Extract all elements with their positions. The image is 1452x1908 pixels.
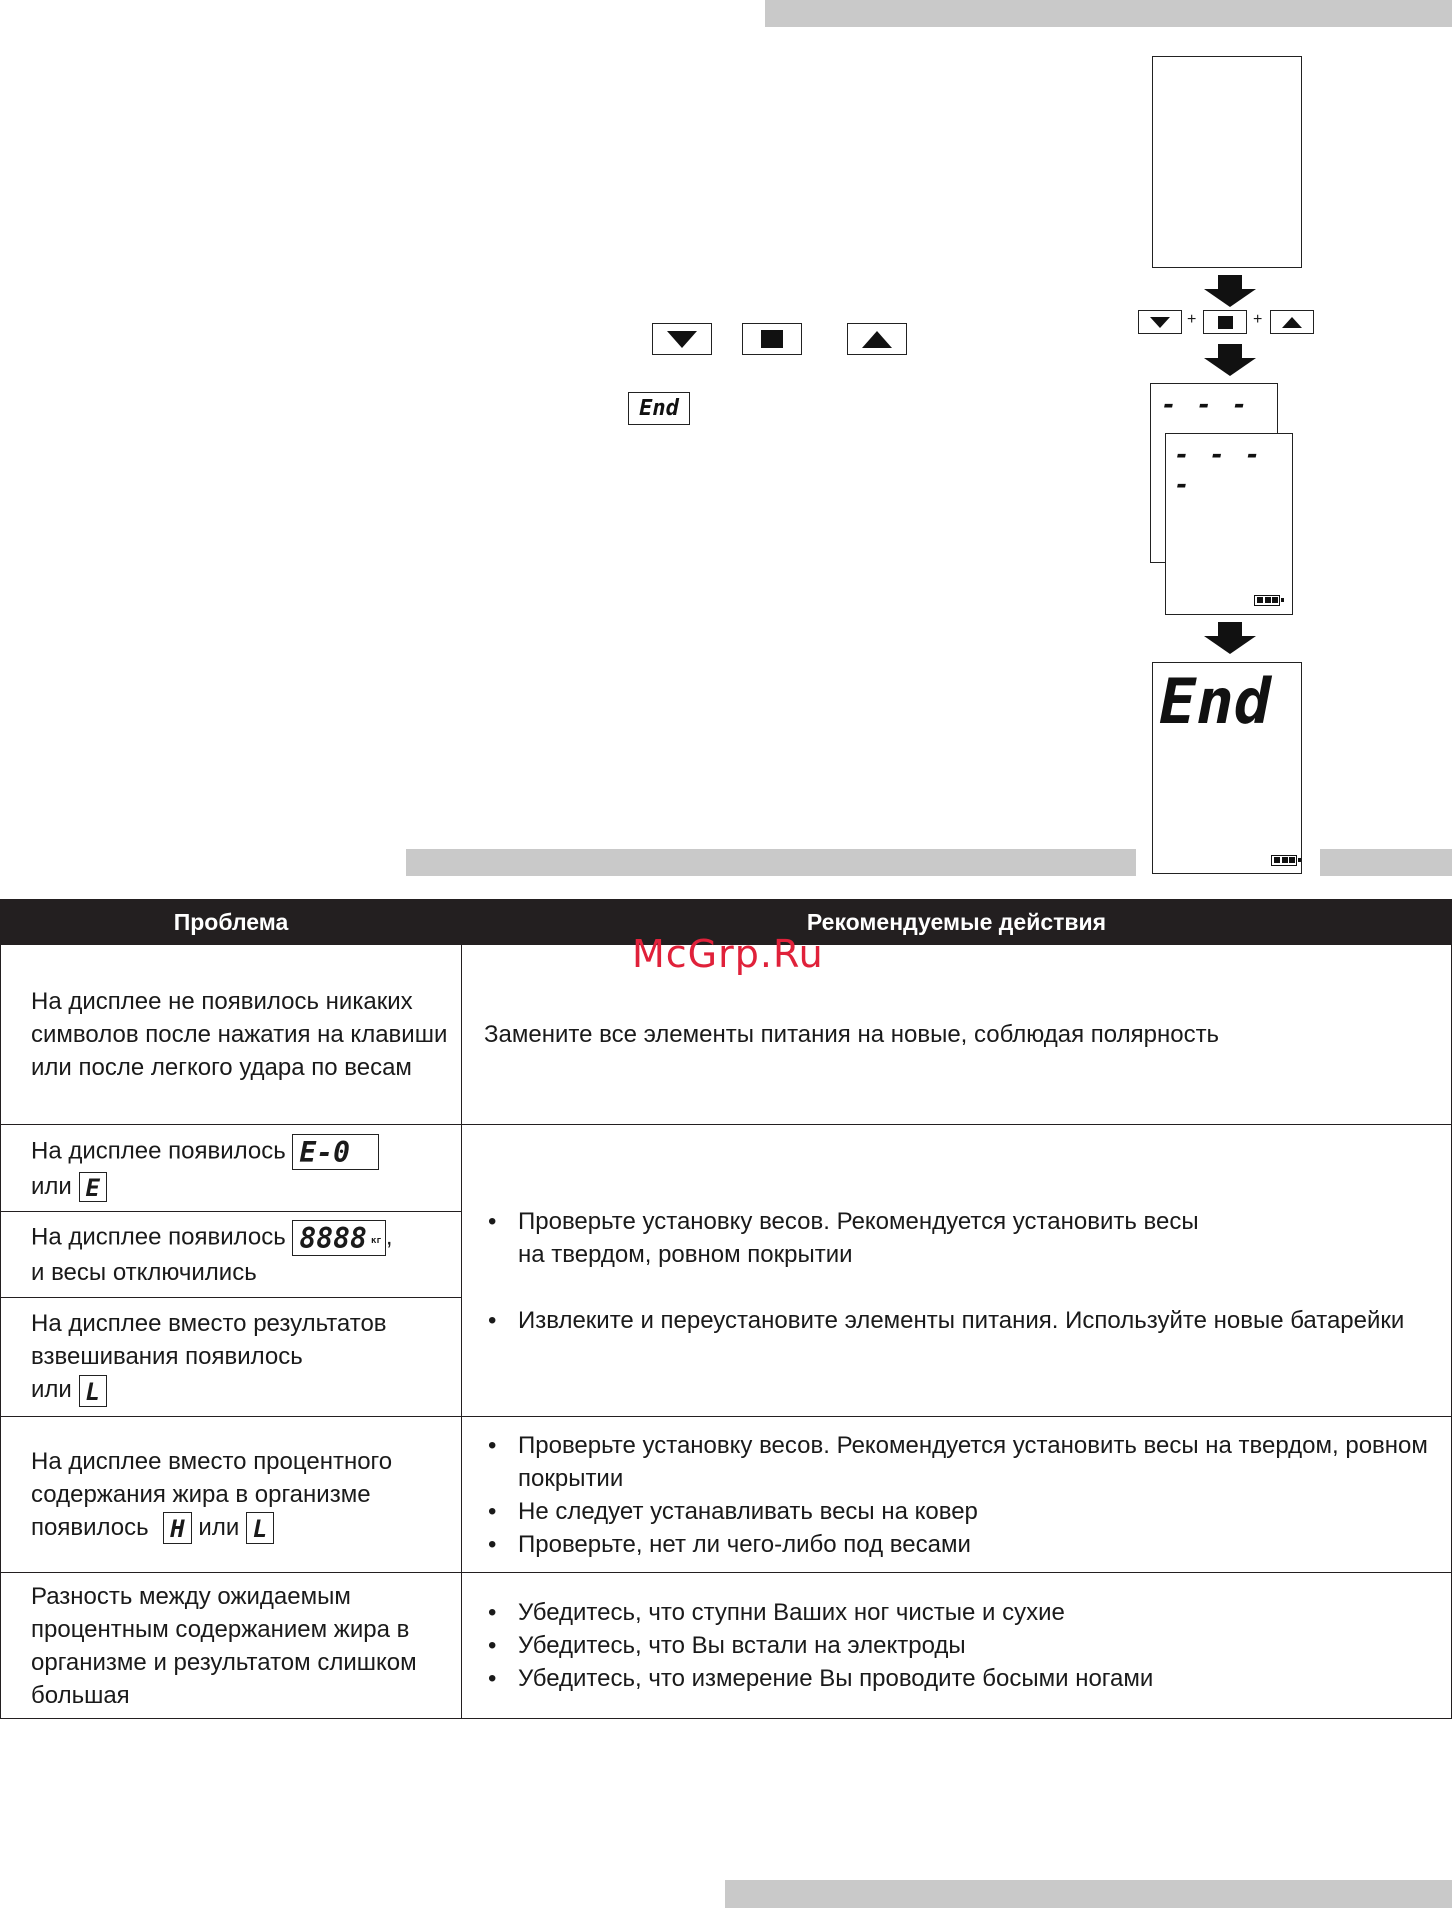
list-item: • Проверьте, нет ли чего-либо под весами <box>484 1528 1441 1561</box>
key-down-icon <box>652 323 712 355</box>
header-action: Рекомендуемые действия <box>462 900 1452 945</box>
end-display-illustration: End <box>1152 662 1302 874</box>
action-list <box>484 1205 1441 1337</box>
battery-icon <box>1254 595 1280 606</box>
troubleshooting-table <box>0 899 1452 1719</box>
dashes-display-back: - - - <box>1150 383 1278 563</box>
watermark: McGrp.Ru <box>632 932 824 976</box>
down-arrow-icon <box>1204 344 1256 378</box>
problem-cell: На дисплее появилось E-0 или E <box>1 1125 462 1212</box>
list-item: • Не следует устанавливать весы на ковер <box>484 1495 1441 1528</box>
key-up-icon <box>847 323 907 355</box>
small-key-down-icon <box>1138 310 1182 334</box>
table-row <box>1 1125 1452 1212</box>
list-item: • Убедитесь, что Вы встали на электроды <box>484 1629 1441 1662</box>
action-list <box>484 1429 1441 1561</box>
down-arrow-icon <box>1204 275 1256 309</box>
blank-display-illustration <box>1152 56 1302 268</box>
error-l-display: L <box>246 1512 274 1544</box>
overload-8888-display: 8888 кг <box>292 1220 385 1256</box>
small-key-up-icon <box>1270 310 1314 334</box>
small-key-set-icon <box>1203 310 1247 334</box>
footer-gray-bar <box>725 1880 1452 1908</box>
problem-cell: На дисплее вместо результатов взвешивания появилось или L <box>1 1298 462 1417</box>
problem-cell: На дисплее не появилось никаких символов после нажатия на клавиши или после легкого удара по весам <box>1 945 462 1125</box>
down-arrow-icon <box>1204 622 1256 656</box>
inline-end-display: End <box>628 392 690 425</box>
problem-cell: Разность между ожидаемым процентным содержанием жира в организме и результатом слишком большая <box>1 1573 462 1719</box>
list-item: • Проверьте установку весов. Рекомендуется установить весы на твердом, ровном покрытии <box>484 1205 1441 1271</box>
problem-cell: На дисплее вместо процентного содержания жира в организме появилось H или L <box>1 1417 462 1573</box>
action-list <box>484 1596 1441 1695</box>
header-gray-bar <box>765 0 1452 27</box>
dashes-display-front: - - - - <box>1165 433 1293 615</box>
error-e0-display: E-0 <box>292 1134 379 1170</box>
section-gray-bar-left <box>406 849 1136 876</box>
section-gray-bar-right <box>1320 849 1452 876</box>
header-problem: Проблема <box>1 900 462 945</box>
action-cell <box>462 1573 1452 1719</box>
list-item: • Извлеките и переустановите элементы питания. Используйте новые батарейки <box>484 1304 1418 1337</box>
plus-sign: + <box>1253 311 1263 328</box>
list-item: • Проверьте установку весов. Рекомендуется установить весы на твердом, ровном покрытии <box>484 1429 1438 1495</box>
list-item: • Убедитесь, что измерение Вы проводите босыми ногами <box>484 1662 1441 1695</box>
table-row <box>1 1417 1452 1573</box>
table-row <box>1 1573 1452 1719</box>
action-cell <box>462 1125 1452 1417</box>
battery-icon <box>1271 855 1297 866</box>
error-e-display: E <box>79 1172 107 1202</box>
key-set-icon <box>742 323 802 355</box>
error-h-display: H <box>163 1512 191 1544</box>
plus-sign: + <box>1187 311 1197 328</box>
action-cell <box>462 1417 1452 1573</box>
list-item: • Убедитесь, что ступни Ваших ног чистые и сухие <box>484 1596 1441 1629</box>
problem-cell: На дисплее появилось 8888 кг , и весы отключились <box>1 1212 462 1298</box>
action-cell: Замените все элементы питания на новые, соблюдая полярность <box>462 945 1452 1125</box>
error-l-display: L <box>79 1375 107 1407</box>
